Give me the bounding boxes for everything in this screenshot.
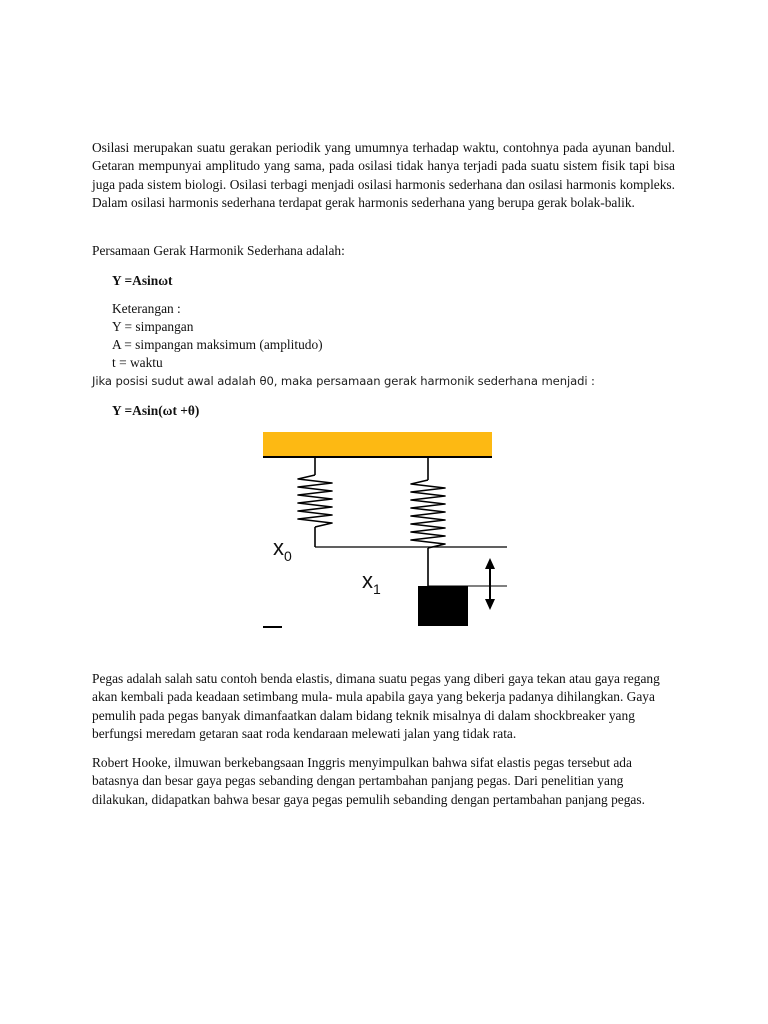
paragraph-posisi-sudut: Jika posisi sudut awal adalah θ0, maka persamaan gerak harmonik sederhana menjadi : xyxy=(92,374,595,388)
equation-with-phase: Y =Asin(ωt +θ) xyxy=(112,403,200,418)
paragraph-osilasi: Osilasi merupakan suatu gerakan periodik yang umumnya terhadap waktu, contohnya pada ayunan bandul. Getaran mempunyai amplitudo yang sama, pada osilasi tidak hanya terjadi pada suatu sistem fisik tapi bisa juga pada sistem biologi. Osilasi terbagi menjadi osilasi harmonis sederhana dan osilasi harmonis kompleks. Dalam osilasi harmonis sederhana terdapat gerak harmonis sederhana yang berupa gerak bolak-balik. xyxy=(92,140,675,211)
keterangan-item-waktu: t = waktu xyxy=(112,355,163,370)
keterangan-item-simpangan: Y = simpangan xyxy=(112,319,194,334)
keterangan-title: Keterangan : xyxy=(112,301,181,316)
label-x0: $x_0$ xyxy=(273,535,292,564)
spring-mass-figure xyxy=(260,428,520,638)
ceiling-bar xyxy=(263,432,492,457)
mass-block xyxy=(418,586,468,626)
keterangan-item-amplitudo: A = simpangan maksimum (amplitudo) xyxy=(112,337,323,352)
double-arrow-icon xyxy=(485,558,495,610)
paragraph-robert-hooke: Robert Hooke, ilmuwan berkebangsaan Inggris menyimpulkan bahwa sifat elastis pegas tersebut ada batasnya dan besar gaya pegas sebanding dengan pertambahan panjang pegas. Dari penelitian yang dilakukan, didapatkan bahwa besar gaya pegas pemulih sebanding dengan pertambahan panjang pegas. xyxy=(92,755,645,807)
label-x1: $x_1$ xyxy=(362,568,381,597)
right-spring xyxy=(411,457,445,586)
left-spring xyxy=(298,457,332,547)
equation-simple-harmonic: Y =Asinωt xyxy=(112,273,173,288)
paragraph-pegas: Pegas adalah salah satu contoh benda elastis, dimana suatu pegas yang diberi gaya tekan atau gaya regang akan kembali pada keadaan setimbang mula- mula apabila gaya yang bekerja padanya dihilangkan. Gaya pemulih pada pegas banyak dimanfaatkan dalam bidang teknik misalnya di dalam shockbreaker yang berfungsi meredam getaran saat roda kendaraan melewati jalan yang tidak rata. xyxy=(92,671,660,742)
paragraph-persamaan-intro: Persamaan Gerak Harmonik Sederhana adalah: xyxy=(92,243,345,258)
